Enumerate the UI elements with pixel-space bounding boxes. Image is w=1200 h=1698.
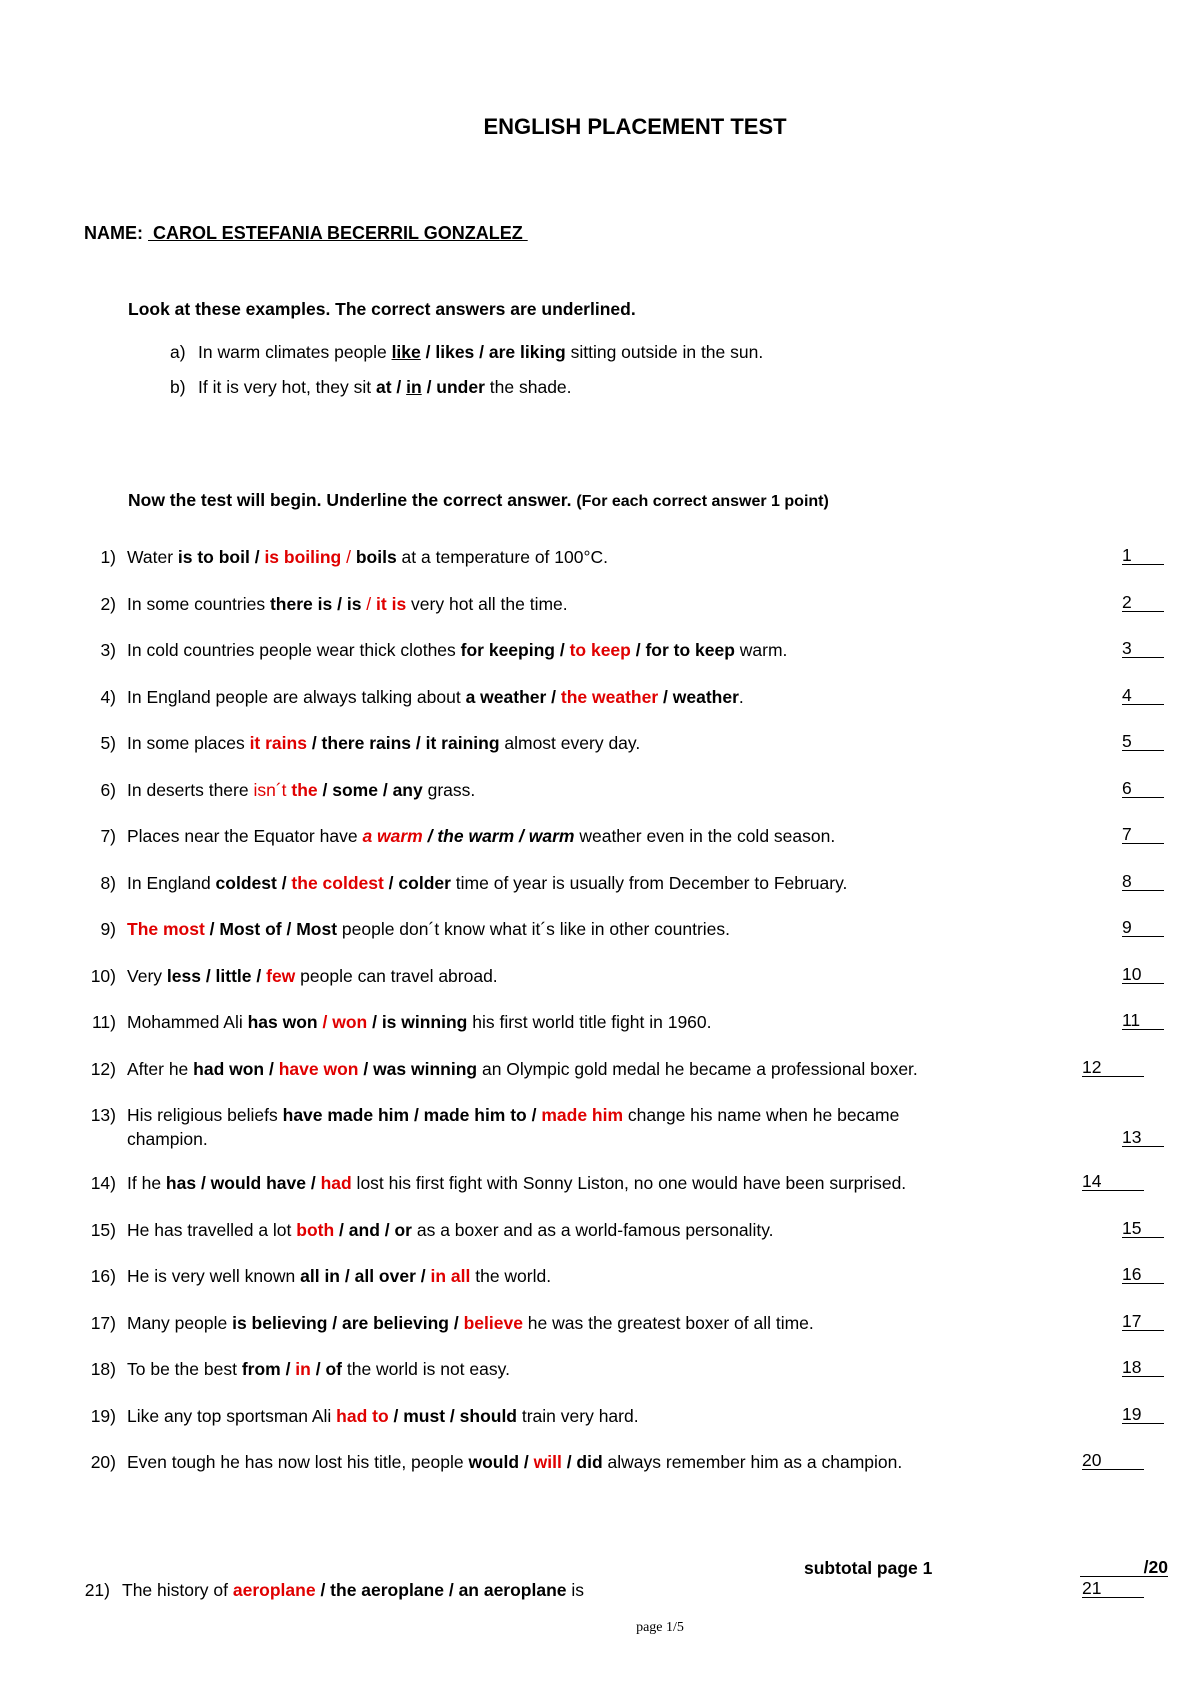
answer-option[interactable]: all in (300, 1266, 340, 1286)
page-number: page 1/5 (636, 1620, 684, 1635)
answer-option[interactable]: for keeping (460, 640, 555, 660)
score-blank: 5 (1122, 733, 1164, 751)
question-text: Water is to boil / is boiling / boils at a temperature of 100°C. (127, 547, 608, 567)
score-blank: 8 (1122, 873, 1164, 891)
score-blank: 21 (1082, 1580, 1144, 1598)
answer-option-selected[interactable]: the (291, 780, 318, 800)
name-label: NAME: (84, 223, 143, 243)
score-blank: 18 (1122, 1359, 1164, 1377)
example-option: are liking (488, 342, 566, 362)
question-text: After he had won / have won / was winning an Olympic gold medal he became a professional boxer. (127, 1059, 918, 1079)
answer-option[interactable]: there rains (321, 733, 412, 753)
question-number: 11) (92, 1012, 116, 1032)
answer-option-selected[interactable]: will (533, 1452, 562, 1472)
answer-option[interactable]: a weather (465, 687, 547, 707)
answer-option[interactable]: or (394, 1220, 412, 1240)
answer-option[interactable]: is believing (232, 1313, 328, 1333)
example-a: a) In warm climates people like / likes / are liking sitting outside in the sun. (170, 342, 764, 362)
example-option: like (391, 342, 421, 362)
answer-option[interactable]: has won (247, 1012, 318, 1032)
question-text: To be the best from / in / of the world is not easy. (127, 1359, 510, 1379)
score-blank: 10 (1122, 966, 1164, 984)
question-text: Even tough he has now lost his title, people would / will / did always remember him as a champion. (127, 1452, 903, 1472)
example-option: under (436, 377, 485, 397)
question-number: 3) (100, 640, 116, 660)
answer-option[interactable]: any (392, 780, 423, 800)
question-number: 2) (100, 594, 116, 614)
answer-option-selected[interactable]: aeroplane (232, 1580, 316, 1600)
answer-option[interactable]: from (241, 1359, 281, 1379)
question-number: 16) (90, 1266, 116, 1286)
answer-option[interactable]: Most (296, 919, 338, 939)
question-number: 19) (90, 1406, 116, 1426)
answer-option[interactable]: and (348, 1220, 380, 1240)
question-text: In England coldest / the coldest / colder time of year is usually from December to February. (127, 873, 848, 893)
question-text: His religious beliefs have made him / made him to / made him change his name when he became (127, 1105, 900, 1125)
answer-option[interactable]: must (403, 1406, 446, 1426)
score-blank: 2 (1122, 594, 1164, 612)
question-text: Many people is believing / are believing / believe he was the greatest boxer of all time. (127, 1313, 814, 1333)
question-text-continued: champion. (127, 1129, 208, 1149)
question-number: 20) (90, 1452, 116, 1472)
answer-option[interactable]: weather (672, 687, 739, 707)
document-title: ENGLISH PLACEMENT TEST (483, 114, 787, 139)
answer-option-selected[interactable]: it rains (249, 733, 307, 753)
student-name-line (84, 223, 528, 244)
test-instruction: Now the test will begin. Underline the correct answer. (For each correct answer 1 point) (128, 490, 829, 510)
answer-option-selected[interactable]: in all (430, 1266, 471, 1286)
question-number: 12) (90, 1059, 116, 1079)
score-blank: 17 (1122, 1313, 1164, 1331)
answer-option[interactable]: have made him (282, 1105, 410, 1125)
question-number: 18) (90, 1359, 116, 1379)
answer-option-selected[interactable]: made him (541, 1105, 624, 1125)
answer-option-selected[interactable]: both (296, 1220, 335, 1240)
question-number: 17) (90, 1313, 116, 1333)
score-blank: 1 (1122, 547, 1164, 565)
answer-option-selected[interactable]: the coldest (291, 873, 384, 893)
question-text: Places near the Equator have a warm / the warm / warm weather even in the cold season. (127, 826, 836, 846)
answer-option-selected[interactable]: had (320, 1173, 352, 1193)
question-text: In cold countries people wear thick clothes for keeping / to keep / for to keep warm. (127, 640, 788, 660)
question-text: He has travelled a lot both / and / or as a boxer and as a world-famous personality. (127, 1220, 774, 1240)
answer-option[interactable]: an aeroplane (458, 1580, 567, 1600)
question-text: In deserts there isn´t the / some / any grass. (127, 780, 476, 800)
question-number: 6) (100, 780, 116, 800)
question-text: The history of aeroplane / the aeroplane / an aeroplane is (122, 1580, 585, 1600)
answer-option[interactable]: the aeroplane (330, 1580, 444, 1600)
score-blank: 4 (1122, 687, 1164, 705)
score-blank: 9 (1122, 919, 1164, 937)
score-blank: 6 (1122, 780, 1164, 798)
question-text: In England people are always talking about a weather / the weather / weather. (127, 687, 744, 707)
score-blank: 19 (1122, 1406, 1164, 1424)
question-text: Mohammed Ali has won / won / is winning his first world title fight in 1960. (127, 1012, 712, 1032)
answer-option[interactable]: all over (354, 1266, 416, 1286)
examples-instruction: Look at these examples. The correct answers are underlined. (128, 299, 636, 319)
answer-option-selected[interactable]: to keep (569, 640, 631, 660)
score-blank: 11 (1122, 1012, 1164, 1030)
example-label: a) (170, 342, 186, 362)
answer-option[interactable]: warm (528, 826, 575, 846)
question-number: 15) (90, 1220, 116, 1240)
score-blank: 15 (1122, 1220, 1164, 1238)
answer-option[interactable]: should (459, 1406, 517, 1426)
answer-option-selected[interactable]: a warm (362, 826, 423, 846)
score-blank: 13 (1122, 1129, 1164, 1147)
score-blank: 14 (1082, 1173, 1144, 1191)
answer-option[interactable]: is winning (381, 1012, 468, 1032)
answer-option[interactable]: of (325, 1359, 342, 1379)
score-blank: 16 (1122, 1266, 1164, 1284)
example-option: at (375, 377, 392, 397)
answer-option[interactable]: did (576, 1452, 603, 1472)
question-text: In some countries there is / is / it is very hot all the time. (127, 594, 568, 614)
score-blank: 7 (1122, 826, 1164, 844)
subtotal-label: subtotal page 1 (804, 1558, 933, 1578)
question-number: 21) (84, 1580, 110, 1600)
answer-option[interactable]: is (346, 594, 362, 614)
score-blank: 3 (1122, 640, 1164, 658)
example-option: in (406, 377, 422, 397)
answer-option[interactable]: boils (355, 547, 397, 567)
example-option: likes (435, 342, 475, 362)
answer-option[interactable]: colder (398, 873, 451, 893)
question-number: 9) (100, 919, 116, 939)
points-note: (For each correct answer 1 point) (576, 493, 829, 510)
question-text: Like any top sportsman Ali had to / must / should train very hard. (127, 1406, 639, 1426)
question-number: 14) (90, 1173, 116, 1193)
answer-option-selected[interactable]: have won (278, 1059, 359, 1079)
answer-option[interactable]: for to keep (645, 640, 735, 660)
answer-option[interactable]: some (332, 780, 378, 800)
answer-option[interactable]: the warm (437, 826, 515, 846)
question-number: 1) (100, 547, 116, 567)
question-number: 8) (100, 873, 116, 893)
example-b: b) If it is very hot, they sit at / in / under the shade. (170, 377, 572, 397)
answer-option-selected[interactable]: the weather (560, 687, 659, 707)
question-number: 7) (100, 826, 116, 846)
answer-option[interactable]: Most of (219, 919, 282, 939)
answer-option-selected[interactable]: had to (336, 1406, 389, 1426)
answer-option[interactable]: there is (269, 594, 333, 614)
question-text: In some places it rains / there rains / it raining almost every day. (127, 733, 641, 753)
answer-option[interactable]: little (215, 966, 252, 986)
example-label: b) (170, 377, 186, 397)
answer-option[interactable]: it raining (425, 733, 500, 753)
question-text: He is very well known all in / all over / in all the world. (127, 1266, 552, 1286)
answer-option-selected[interactable]: in (295, 1359, 311, 1379)
question-text: Very less / little / few people can travel abroad. (127, 966, 498, 986)
answer-option[interactable]: was winning (373, 1059, 478, 1079)
name-value: CAROL ESTEFANIA BECERRIL GONZALEZ (148, 223, 528, 243)
answer-option-selected[interactable]: is boiling (264, 547, 342, 567)
question-text: If he has / would have / had lost his first fight with Sonny Liston, no one would have been surprised. (127, 1173, 907, 1193)
question-number: 13) (90, 1105, 116, 1125)
score-blank: 12 (1082, 1059, 1144, 1077)
answer-option-selected[interactable]: won (332, 1012, 368, 1032)
answer-option[interactable]: would have (210, 1173, 306, 1193)
answer-option-selected[interactable]: The most (127, 919, 205, 939)
answer-option-selected[interactable]: it is (376, 594, 407, 614)
answer-option[interactable]: had won (193, 1059, 265, 1079)
answer-option-selected[interactable]: few (266, 966, 296, 986)
question-number: 5) (100, 733, 116, 753)
answer-option-selected[interactable]: believe (463, 1313, 523, 1333)
question-number: 10) (90, 966, 116, 986)
question-number: 4) (100, 687, 116, 707)
answer-option[interactable]: made him to (423, 1105, 527, 1125)
score-blank: 20 (1082, 1452, 1144, 1470)
answer-option[interactable]: has (165, 1173, 197, 1193)
answer-option[interactable]: would (468, 1452, 520, 1472)
answer-prefix-selected: isn´t (253, 780, 292, 800)
answer-option[interactable]: coldest (215, 873, 277, 893)
answer-option[interactable]: less (166, 966, 201, 986)
subtotal-score: /20 (1080, 1558, 1168, 1577)
question-text: The most / Most of / Most people don´t know what it´s like in other countries. (127, 919, 731, 939)
answer-option[interactable]: are believing (341, 1313, 449, 1333)
answer-option[interactable]: is to boil (177, 547, 250, 567)
